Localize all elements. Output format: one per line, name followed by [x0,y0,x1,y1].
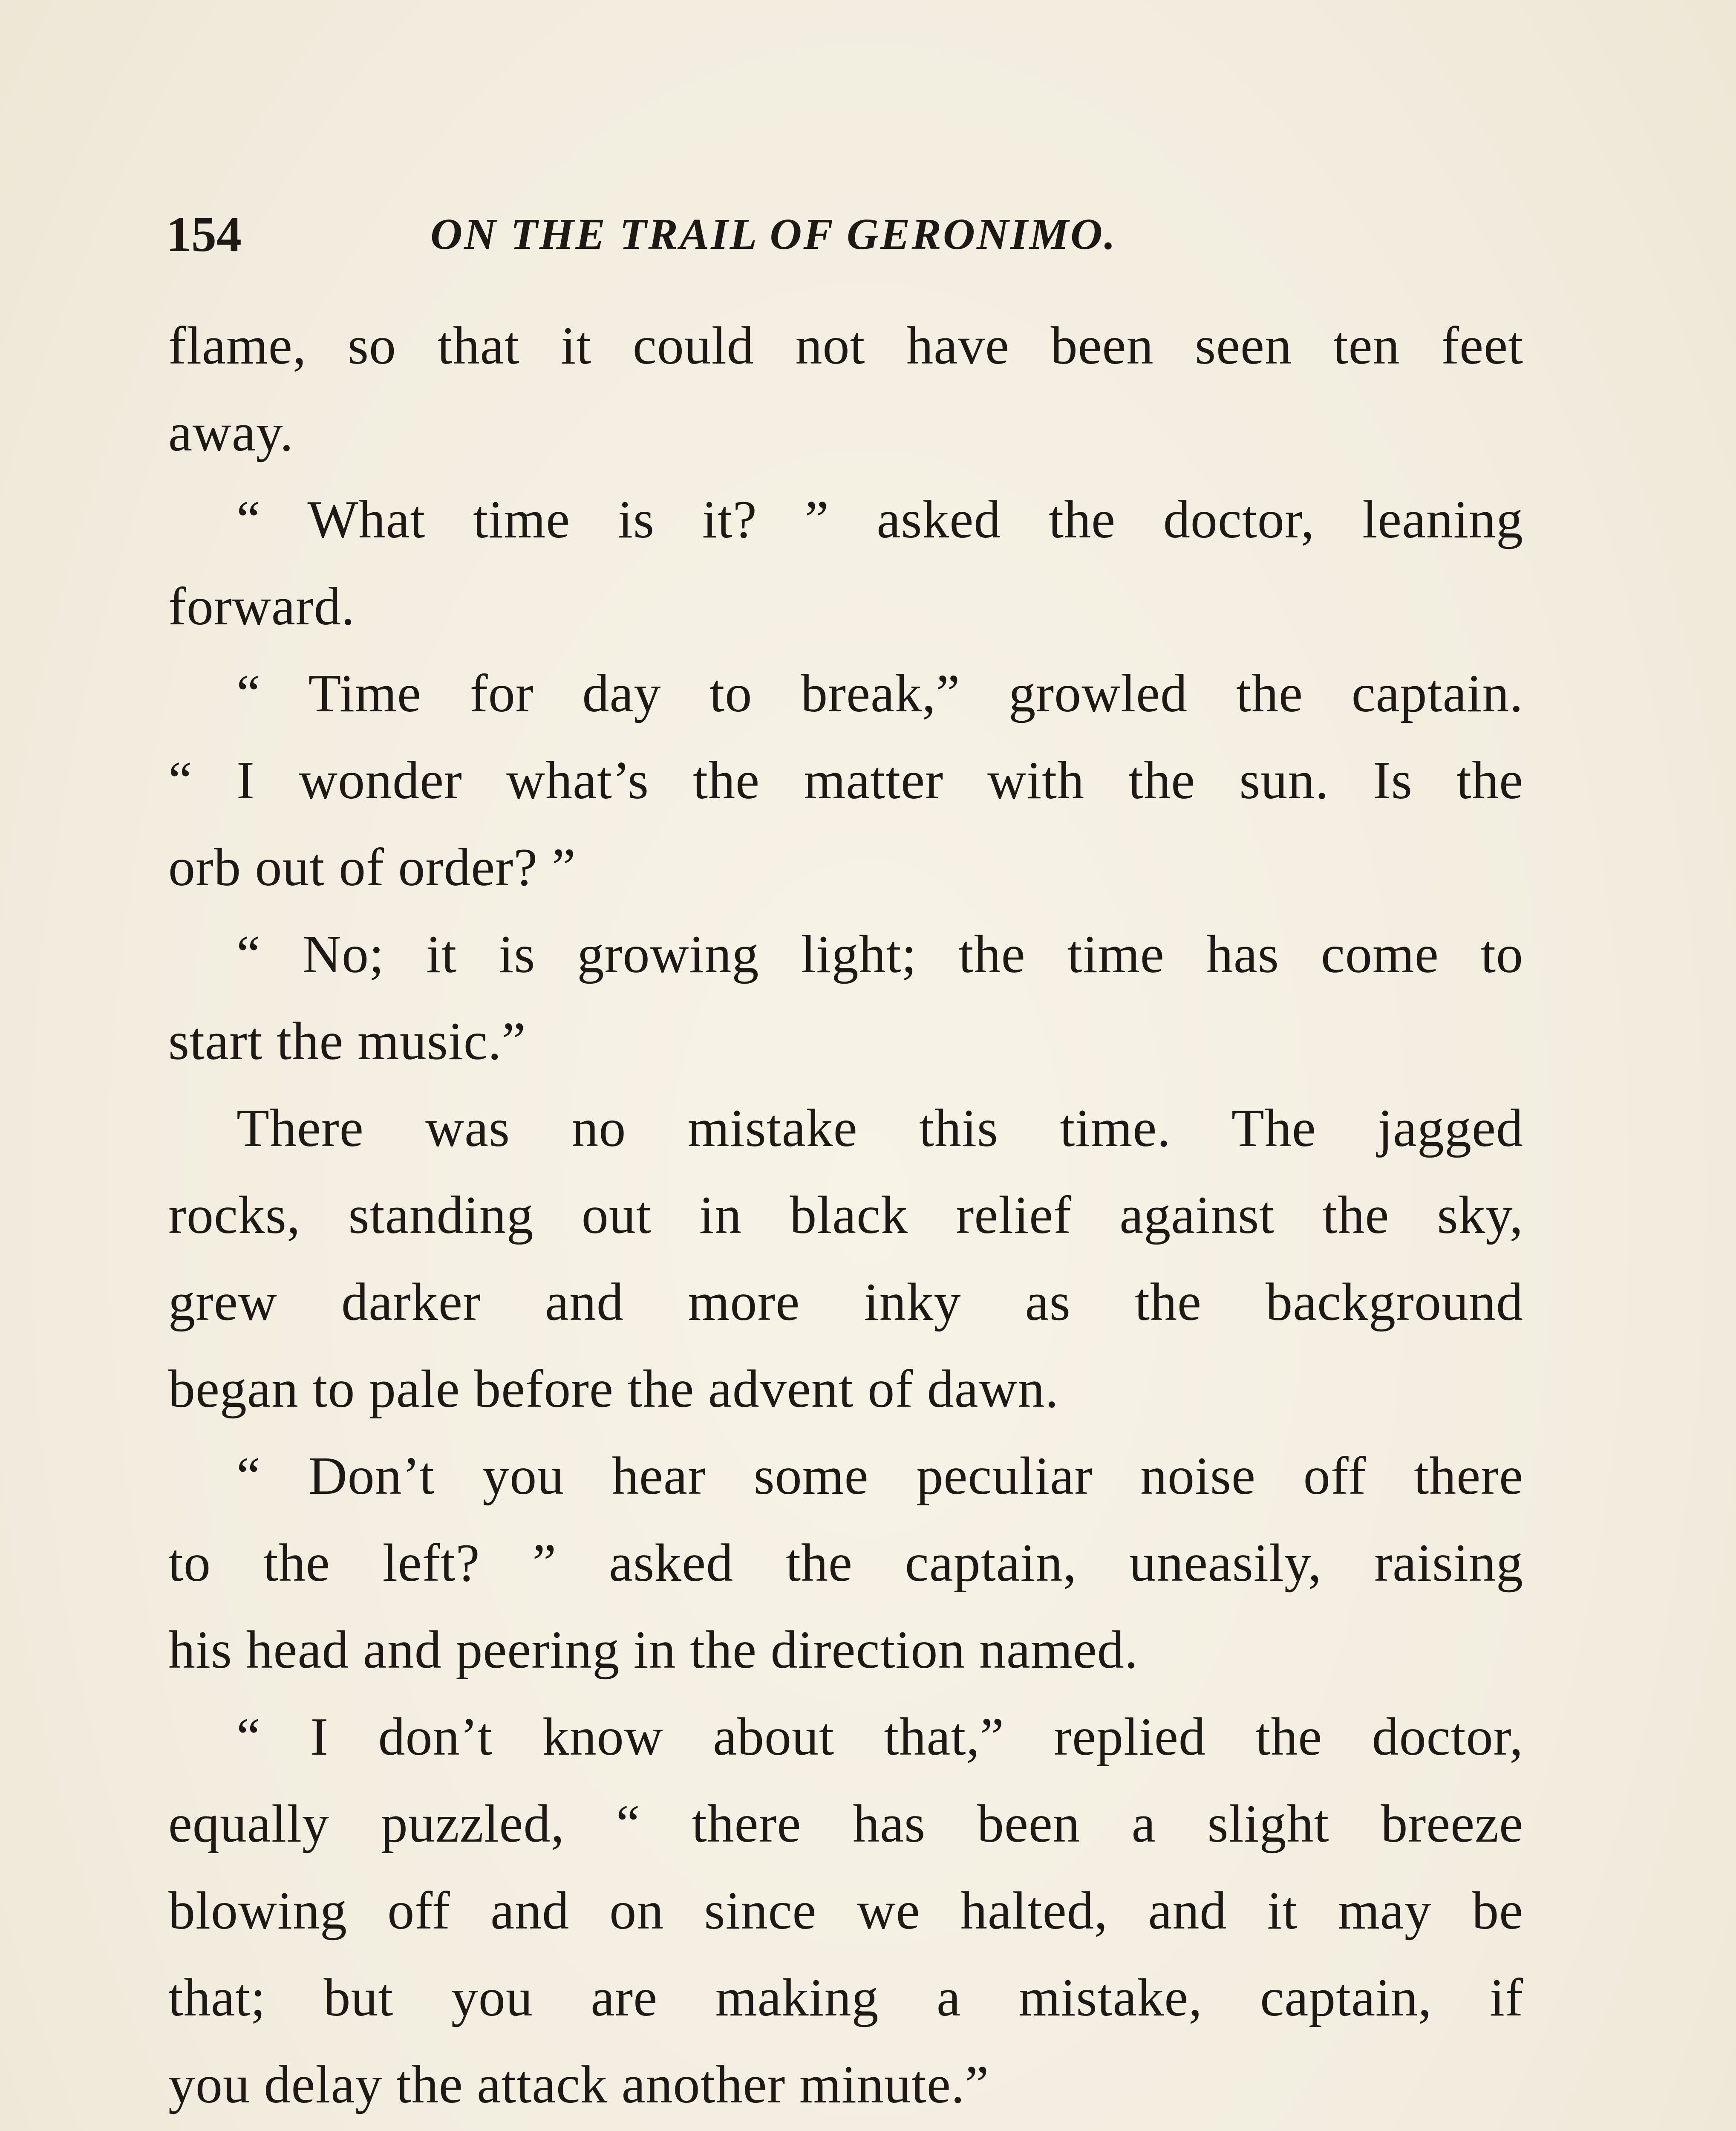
text-line: to the left? ” asked the captain, uneasily, raising [168,1533,1523,1593]
text-line: forward. [168,577,355,636]
text-line: There was no mistake this time. The jagged [236,1099,1523,1158]
text-line: “ I don’t know about that,” replied the doctor, [236,1707,1523,1767]
text-line: rocks, standing out in black relief against the sky, [168,1186,1523,1245]
page-number: 154 [166,206,242,262]
text-line: “ Time for day to break,” growled the captain. [236,664,1523,723]
text-line: his head and peering in the direction named. [168,1620,1139,1680]
text-line: grew darker and more inky as the background [168,1273,1523,1332]
text-line: blowing off and on since we halted, and it may be [168,1881,1523,1940]
text-line: “ What time is it? ” asked the doctor, leaning [236,490,1523,549]
text-line: that; but you are making a mistake, captain, if [168,1968,1523,2027]
text-line [168,2128,1523,2131]
text-line: began to pale before the advent of dawn. [168,1360,1059,1419]
text-line: equally puzzled, “ there has been a slight breeze [168,1794,1523,1854]
body-text [168,303,1523,2131]
text-line: “ I wonder what’s the matter with the sun. Is the [168,751,1523,810]
text-line: flame, so that it could not have been seen ten feet [168,316,1523,375]
text-line: you delay the attack another minute.” [168,2055,989,2114]
page-header [166,200,1530,269]
running-title: ON THE TRAIL OF GERONIMO. [430,210,1117,259]
text-line: “ No; it is growing light; the time has come to [236,925,1523,984]
text-line: “ Don’t you hear some peculiar noise off there [236,1447,1523,1506]
text-line: orb out of order? ” [168,838,576,897]
text-line: start the music.” [168,1012,526,1071]
text-line: away. [168,403,294,462]
